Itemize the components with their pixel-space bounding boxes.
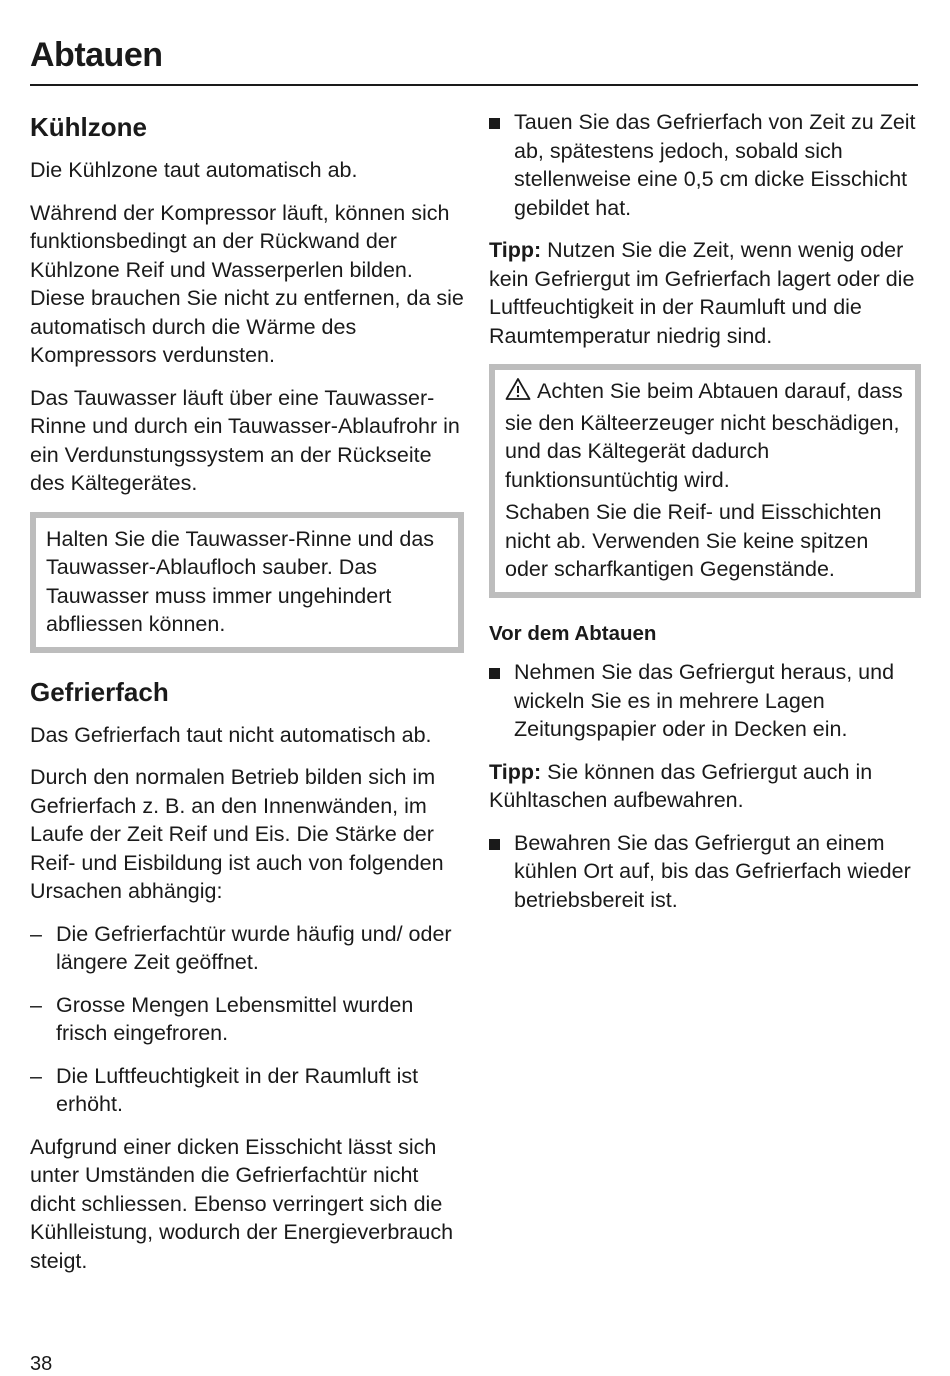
warning-text-1: Achten Sie beim Abtauen darauf, dass sie den Kälteerzeuger nicht beschädigen, und das Kältegerät dadurch funktionsuntüchtig wird.	[505, 379, 903, 492]
left-column	[30, 108, 464, 1289]
bullet-text: Nehmen Sie das Gefriergut heraus, und wickeln Sie es in mehrere Lagen Zeitungspapier oder in Decken ein.	[514, 660, 895, 741]
list-item: – Die Gefrierfachtür wurde häufig und/ oder längere Zeit geöffnet.	[30, 920, 464, 977]
list-item: – Die Luftfeuchtigkeit in der Raumluft ist erhöht.	[30, 1062, 464, 1119]
tip-text: Sie können das Gefriergut auch in Kühltaschen aufbewahren.	[489, 759, 873, 812]
paragraph: Aufgrund einer dicken Eisschicht lässt sich unter Umständen die Gefrierfachtür nicht dicht schliessen. Ebenso verringert sich die Kühlleistung, wodurch der Energieverbrauch steigt.	[30, 1134, 454, 1273]
subheading-vor-dem-abtauen: Vor dem Abtauen	[489, 621, 657, 645]
tip-text: Nutzen Sie die Zeit, wenn wenig oder kein Gefriergut im Gefrierfach lagert oder die Luftfeuchtigkeit in der Raumluft und die Raumtemperatur niedrig sind.	[489, 238, 915, 348]
note-box	[30, 512, 464, 653]
paragraph: Durch den normalen Betrieb bilden sich im Gefrierfach z. B. an den Innenwänden, im Laufe der Zeit Reif und Eis. Die Stärke der Reif- und Eisbildung ist auch von folgenden Ursachen abhängig:	[30, 765, 444, 903]
bullet-list	[489, 658, 921, 744]
page-title: Abtauen	[30, 36, 163, 74]
square-bullet-icon	[489, 668, 500, 679]
bullet-list	[489, 829, 921, 915]
note-text: Halten Sie die Tauwasser-Rinne und das Tauwasser-Ablaufloch sauber. Das Tauwasser muss immer ungehindert abfliessen können.	[46, 526, 435, 636]
warning-box	[489, 364, 921, 598]
bullet-text: Bewahren Sie das Gefriergut an einem kühlen Ort auf, bis das Gefrierfach wieder betriebsbereit ist.	[514, 830, 911, 912]
paragraph: Während der Kompressor läuft, können sich funktionsbedingt an der Rückwand der Kühlzone Reif und Wasserperlen bilden. Diese brauchen Sie nicht zu entfernen, da sie automatisch durch die Wärme des Kompressors verdunsten.	[30, 200, 464, 367]
list-item: – Grosse Mengen Lebensmittel wurden frisch eingefroren.	[30, 991, 464, 1048]
paragraph: Das Tauwasser läuft über eine Tauwasser-Rinne und durch ein Tauwasser-Ablaufrohr in ein Verdunstungssystem an der Rückseite des Kältegerätes.	[30, 385, 460, 495]
warning-text	[505, 377, 905, 494]
square-bullet-icon	[489, 118, 500, 129]
warning-text-2: Schaben Sie die Reif- und Eisschichten nicht ab. Verwenden Sie keine spitzen oder scharfkantigen Gegenstände.	[505, 500, 882, 581]
page-number: 38	[30, 1353, 53, 1375]
list-item	[489, 658, 921, 744]
tip-label: Tipp:	[489, 759, 542, 784]
list-item	[489, 108, 921, 222]
square-bullet-icon	[489, 839, 500, 850]
paragraph: Die Kühlzone taut automatisch ab.	[30, 158, 358, 182]
paragraph: Das Gefrierfach taut nicht automatisch ab.	[30, 722, 432, 747]
bullet-text: Tauen Sie das Gefrierfach von Zeit zu Zeit ab, spätestens jedoch, sobald sich stellenweise eine 0,5 cm dicke Eisschicht gebildet hat.	[514, 110, 916, 220]
section-heading-gefrierfach: Gefrierfach	[30, 676, 169, 707]
list-item	[489, 829, 921, 915]
warning-triangle-icon	[505, 377, 531, 409]
title-divider	[30, 84, 918, 86]
tip-label: Tipp:	[489, 238, 542, 262]
section-heading-kuehlzone: Kühlzone	[30, 112, 147, 142]
bullet-list	[489, 108, 921, 222]
causes-list	[30, 920, 464, 1119]
tip-paragraph	[489, 758, 921, 815]
right-column	[489, 108, 921, 928]
tip-paragraph	[489, 236, 921, 350]
